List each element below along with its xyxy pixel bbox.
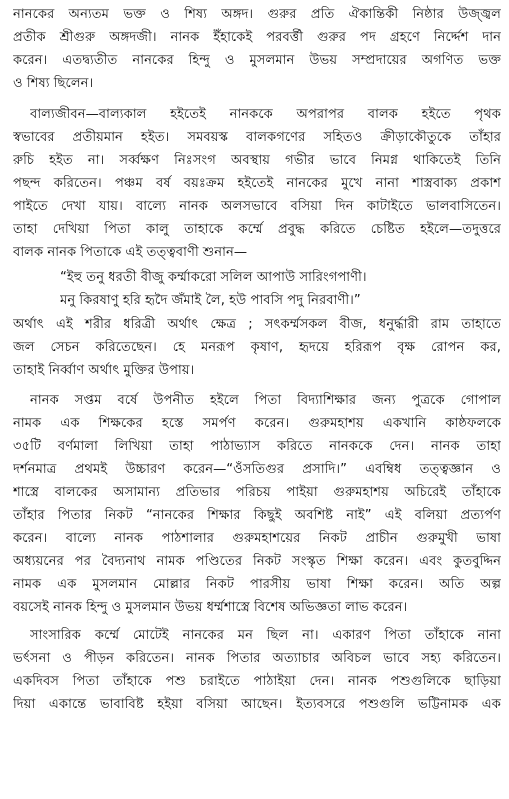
text-line: তাঁহার পিতার নিকট “নানকের শিক্ষার কিছুই অবশিষ্ট নাই” এই বলিয়া প্রত্যর্পণ <box>13 508 501 523</box>
text-line: করেন। এতদ্ব্যতীত নানকের হিন্দু ও মুসলমান উভয় সম্প্রদায়ের অগণিত ভক্ত <box>13 53 501 68</box>
text-line: একদিবস পিতা তাঁহাকে পশু চরাইতে পাঠাইয়া দেন। নানক পশুগুলিকে ছাড়িয়া <box>13 674 501 689</box>
text-line: তাহা দেখিয়া পিতা কালু তাহাকে কর্ম্মে প্রবুদ্ধ করিতে চেষ্টিত হইলে—তদুত্তরে <box>13 222 501 237</box>
text-line: প্রতীক শ্রীগুরু অঙ্গদজী। নানক ইঁহাকেই পরবর্ত্তী গুরুর পদ গ্রহণে নির্দ্দেশ দান <box>13 30 501 45</box>
text-line: ও শিষ্য ছিলেন। <box>13 76 94 91</box>
text-line: অর্থাৎ এই শরীর ধরিত্রী অর্থাৎ ক্ষেত্র ; সৎকর্ম্মসকল বীজ, ধনুর্দ্ধারী রাম তাহাতে <box>13 317 501 332</box>
text-line: তাহাই নির্ব্বাণ অর্থাৎ মুক্তির উপায়। <box>13 363 195 378</box>
text-line: অধ্যয়নের পর বৈদ্যনাথ নামক পণ্ডিতের নিকট সংস্কৃত শিক্ষা করেন। এবং কুতবুদ্দিন <box>13 554 501 569</box>
text-line: দিয়া একান্তে ভাবাবিষ্ট হইয়া বসিয়া আছেন। ইত্যবসরে পশুগুলি ভট্টিনামক এক <box>13 697 501 712</box>
text-line: পাইতে দেখা যায়। বাল্যে নানক অলসভাবে বসিয়া দিন কাটাইতে ভালবাসিতেন। <box>13 199 501 214</box>
quote-line: “ইহু তনু ধরতী বীজু কর্ম্মাকরো সলিল আপাউ সারিংগপাণী। <box>60 270 367 285</box>
text-line: ভর্ৎসনা ও পীড়ন করিতেন। নানক পিতার অত্যাচার অবিচল ভাবে সহ্য করিতেন। <box>13 651 501 666</box>
text-line: রুচি হইত না। সর্ব্বক্ষণ নিঃসংগ অবস্থায় গভীর ভাবে নিমগ্ন থাকিতেই তিনি <box>13 153 501 168</box>
text-line: সাংসারিক কর্ম্মে মোটেই নানকের মন ছিল না। একারণ পিতা তাঁহাকে নানা <box>30 628 501 643</box>
text-line: স্বভাবের প্রতীয়মান হইত। সমবয়স্ক বালকগণের সহিতও ক্রীড়াকৌতুকে তাঁহার <box>13 130 501 145</box>
text-line: করেন। বাল্যে নানক পাঠশালার গুরুমহাশয়ের নিকট প্রাচীন গুরুমুখী ভাষা <box>13 531 501 546</box>
text-line: নানক সপ্তম বর্ষে উপনীত হইলে পিতা বিদ্যাশিক্ষার জন্য পুত্রকে গোপাল <box>30 393 501 408</box>
text-line: শাস্ত্রে বালকের অসামান্য প্রতিভার পরিচয় পাইয়া গুরুমহাশয় অচিরেই তাঁহাকে <box>13 485 501 500</box>
quote-line: মনু কিরষাণু হরি হৃদৈ জঁমাই লৈ, হউ পাবসি পদু নিরবাণী।” <box>60 293 361 308</box>
text-line: পছন্দ করিতেন। পঞ্চম বর্ষ বয়ঃক্রম হইতেই নানকের মুখে নানা শাস্ত্রবাক্য প্রকাশ <box>13 176 501 191</box>
text-line: বাল্যজীবন—বাল্যকাল হইতেই নানককে অপরাপর বালক হইতে পৃথক <box>30 107 501 122</box>
text-line: নামক এক শিক্ষকের হস্তে সমর্পণ করেন। গুরুমহাশয় একখানি কাষ্ঠফলকে <box>13 416 501 431</box>
text-line: জল সেচন করিতেছেন। হে মনরূপ কৃষাণ, হৃদয়ে হরিরূপ বৃক্ষ রোপন কর, <box>13 340 501 355</box>
text-line: ৩৫টি বর্ণমালা লিখিয়া তাহা পাঠাভ্যাস করিতে নানককে দেন। নানক তাহা <box>13 439 501 454</box>
text-line: নামক এক মুসলমান মোল্লার নিকট পারসীয় ভাষা শিক্ষা করেন। অতি অল্প <box>13 577 501 592</box>
text-line: বালক নানক পিতাকে এই তত্ত্ববাণী শুনান— <box>13 245 248 260</box>
text-line: বয়সেই নানক হিন্দু ও মুসলমান উভয় ধর্ম্মশাস্ত্রে বিশেষ অভিজ্ঞতা লাভ করেন। <box>13 600 408 615</box>
text-line: নানকের অন্যতম ভক্ত ও শিষ্য অঙ্গদ। গুরুর প্রতি ঐকান্তিকী নিষ্ঠার উজ্জ্বল <box>13 7 501 22</box>
text-line: দর্শনমাত্র প্রথমই উচ্চারণ করেন—“ওঁসতিগুর প্রসাদি।” এবম্বিধ তত্ত্বজ্ঞান ও <box>13 462 501 477</box>
